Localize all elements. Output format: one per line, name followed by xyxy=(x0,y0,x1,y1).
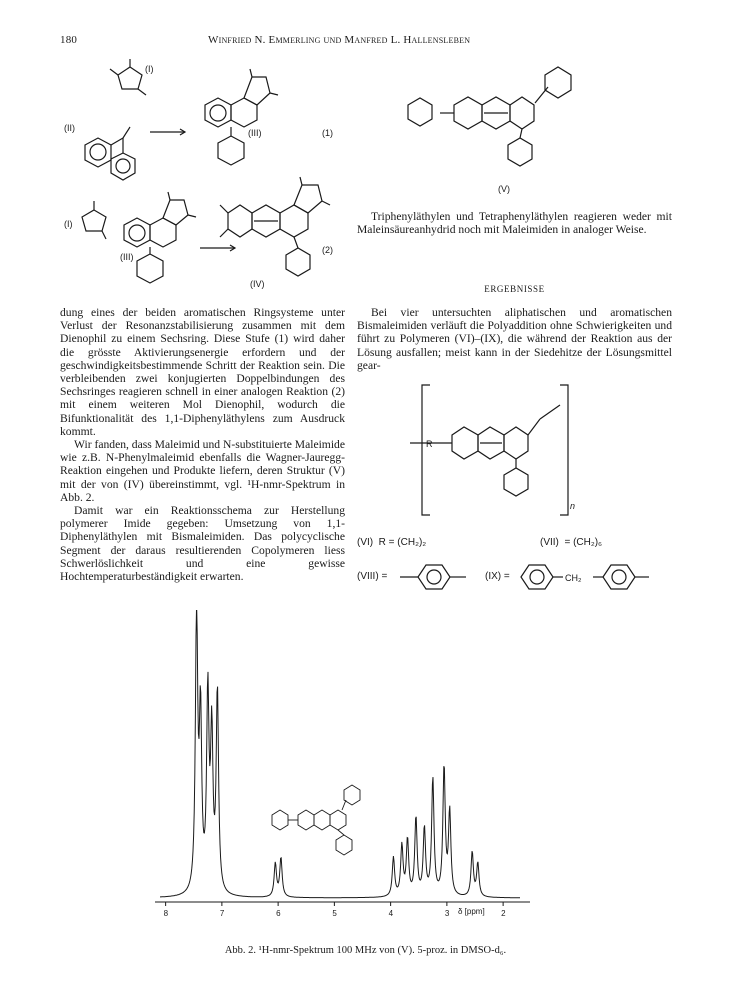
polymer-VII-R: = (CH₂)₆ xyxy=(564,537,603,548)
nmr-tick-label-4: 4 xyxy=(388,909,394,918)
polymer-IX-label: (IX) = xyxy=(485,571,510,582)
polymer-structure xyxy=(400,375,600,525)
page-number: 180 xyxy=(60,34,78,46)
nmr-tick-label-6: 6 xyxy=(276,909,281,918)
nmr-tick-label-8: 8 xyxy=(163,909,169,918)
nmr-inset-structure xyxy=(272,785,360,855)
polymer-n: n xyxy=(570,501,576,511)
equation-1: (1) xyxy=(322,128,333,138)
label-IV: (IV) xyxy=(250,279,265,289)
nmr-tick-label-7: 7 xyxy=(219,909,225,918)
polymer-IX-CH2: CH₂ xyxy=(565,573,582,583)
polymer-R-label: R xyxy=(426,439,433,449)
label-I-top: (I) xyxy=(145,64,154,74)
polymer-VIII-label: (VIII) = xyxy=(357,571,388,582)
left-paragraph-3: Damit war ein Reaktionsschema zur Herstellung polymerer Imide gegeben: Umsetzung von 1,1-Diphenyläthylen mit Bismaleimiden. Das polycyclische Segment der daraus resultierenden Copolymeren liess Schwerlöslichkeit und eine gewisse Hochtemperaturbeständigkeit erwarten. xyxy=(60,504,345,584)
right-body: Bei vier untersuchten aliphatischen und aromatischen Bismaleimiden verläuft die Polyaddition ohne Schwierigkeiten und führt zu Polymeren (VI)–(IX), die während der Reaktion aus der Lösung ausfallen; meist kann in der Siedehitze der Lösungsmittel gear- xyxy=(357,306,672,372)
left-body xyxy=(60,306,345,583)
polymer-IX-rings xyxy=(517,560,667,594)
polymer-VII-label: (VII) xyxy=(540,537,559,548)
polymer-VI-label: (VI) xyxy=(357,537,374,548)
left-paragraph-2: Wir fanden, dass Maleimid und N-substituierte Maleimide wie z.B. N-Phenylmaleimid ebenfalls die Wagner-Jauregg-Reaktion eingehen und Produkte liefern, deren Struktur (V) mit der von (IV) übereinstimmt, vgl. ¹H-nmr-Spektrum in Abb. 2. xyxy=(60,438,345,504)
left-paragraph-1: dung eines der beiden aromatischen Ringsysteme unter Verlust der Resonanzstabilisierung zusammen mit dem Dienophil zu einem Sechsring. Diese Stufe (1) wird daher die grösste Aktivierungsenergie erfordern und der geschwindigkeitsbestimmende Schritt der Reaktion sein. Die verbleibenden zwei konjugierten Doppelbindungen des Sechsringes reagieren schnell in einer analogen Reaktion (2) mit einem weiteren Mol Dienophil, wodurch die Bifunktionalität des 1,1-Diphenyläthylens zum Ausdruck kommt. xyxy=(60,306,345,438)
reaction-scheme xyxy=(60,55,350,290)
figure-caption: Abb. 2. ¹H-nmr-Spektrum 100 MHz von (V). 5-proz. in DMSO-d₆. xyxy=(224,945,507,956)
label-V: (V) xyxy=(498,184,510,194)
nmr-ticks xyxy=(164,902,507,918)
polymer-VI-R: R = (CH₂)₂ xyxy=(378,537,427,548)
nmr-tick-label-2: 2 xyxy=(501,909,506,918)
polymer-VI xyxy=(357,537,426,548)
right-intro: Triphenyläthylen und Tetraphenyläthylen reagieren weder mit Maleinsäureanhydrid noch mit Maleimiden in analoger Weise. xyxy=(357,210,672,237)
section-title: ERGEBNISSE xyxy=(484,284,545,294)
running-header: Winfried N. Emmerling und Manfred L. Hallensleben xyxy=(208,34,471,46)
label-II: (II) xyxy=(64,123,75,133)
structure-V xyxy=(400,55,600,200)
label-III-top: (III) xyxy=(248,128,262,138)
label-III-bottom: (III) xyxy=(120,252,134,262)
nmr-axis-unit: δ [ppm] xyxy=(458,907,485,916)
polymer-VIII-ring xyxy=(400,560,470,594)
equation-2: (2) xyxy=(322,245,333,255)
polymer-VII xyxy=(540,537,602,548)
nmr-tick-label-5: 5 xyxy=(332,909,337,918)
nmr-tick-label-3: 3 xyxy=(444,909,450,918)
nmr-trace xyxy=(160,610,520,898)
label-I-bottom: (I) xyxy=(64,219,73,229)
nmr-spectrum xyxy=(150,610,590,930)
